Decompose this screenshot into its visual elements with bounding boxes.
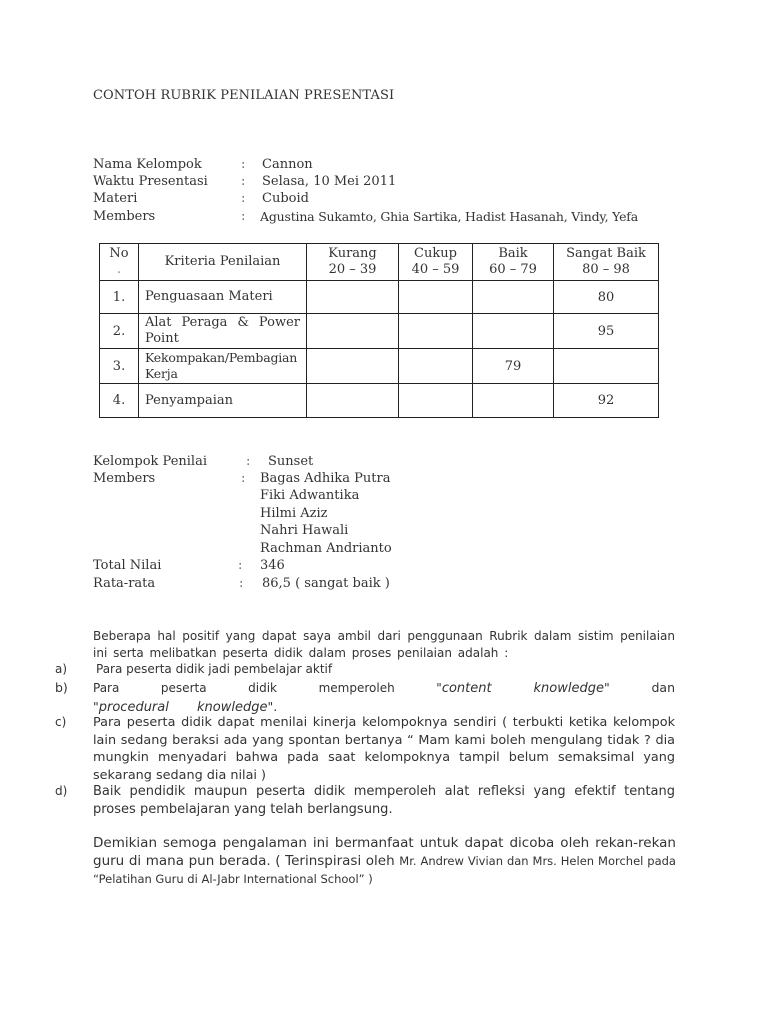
- list-item-b: [55, 679, 675, 717]
- header-cukup-label: Cukup: [414, 246, 457, 261]
- evaluator-member: Fiki Adwantika: [260, 488, 360, 503]
- evaluator-group-value: Sunset: [268, 454, 314, 469]
- info-value: Cuboid: [262, 191, 309, 206]
- header-kurang: [307, 244, 399, 281]
- cell-kurang: [307, 314, 399, 349]
- average-label: Rata-rata: [93, 576, 156, 591]
- table-row: [100, 314, 659, 349]
- header-sangat-baik-range: 80 – 98: [582, 262, 630, 277]
- list-text-mid: " dan ": [93, 680, 675, 714]
- evaluator-member: Bagas Adhika Putra: [260, 471, 391, 486]
- info-label: Waktu Presentasi: [93, 174, 208, 189]
- list-label: b): [55, 680, 68, 695]
- evaluator-row-member: [93, 522, 493, 539]
- evaluator-row-group: [93, 453, 493, 470]
- list-text-emphasis: content knowledge: [441, 681, 604, 696]
- info-label: Materi: [93, 191, 138, 206]
- list-text: [93, 679, 675, 717]
- evaluator-member: Nahri Hawali: [260, 523, 349, 538]
- evaluator-group-label: Kelompok Penilai: [93, 454, 207, 469]
- evaluator-member: Hilmi Aziz: [260, 506, 328, 521]
- evaluator-row-members: [93, 470, 493, 487]
- header-cukup-range: 40 – 59: [411, 262, 460, 277]
- table-row: [100, 281, 659, 314]
- list-label: d): [55, 784, 68, 798]
- info-value: Agustina Sukamto, Ghia Sartika, Hadist Hasanah, Vindy, Yefa: [260, 209, 638, 224]
- average-value: 86,5 ( sangat baik ): [262, 576, 390, 591]
- header-no-dot: .: [116, 262, 122, 277]
- list-text-emphasis: procedural knowledge: [98, 700, 268, 715]
- cell-sangat-baik: 92: [554, 384, 659, 418]
- info-label: Members: [93, 209, 156, 224]
- info-row-members: [93, 208, 693, 225]
- info-row-nama-kelompok: [93, 156, 693, 173]
- closing-text: Demikian semoga pengalaman ini bermanfaat untuk dapat dicoba oleh rekan-rekan guru di mana pun berada. ( Terinspirasi oleh: [93, 835, 676, 869]
- header-sangat-baik: [554, 244, 659, 281]
- info-row-materi: [93, 190, 693, 207]
- cell-kurang: [307, 349, 399, 384]
- list-item-d: [55, 783, 675, 818]
- header-baik-label: Baik: [498, 246, 528, 261]
- table-header-row: [100, 244, 659, 281]
- info-separator: :: [241, 191, 246, 206]
- cell-cukup: [399, 349, 473, 384]
- cell-sangat-baik: 95: [554, 314, 659, 349]
- table-row: [100, 384, 659, 418]
- cell-kurang: [307, 281, 399, 314]
- cell-no: 1.: [100, 281, 139, 314]
- cell-no: 3.: [100, 349, 139, 384]
- header-criteria: Kriteria Penilaian: [139, 244, 307, 281]
- reflection-intro: Beberapa hal positif yang dapat saya ambil dari penggunaan Rubrik dalam sistim penilaian ini serta melibatkan peserta didik dalam proses penilaian adalah :: [93, 629, 675, 661]
- cell-sangat-baik: [554, 349, 659, 384]
- cell-baik: [473, 384, 554, 418]
- info-separator: :: [238, 558, 243, 573]
- header-sangat-baik-label: Sangat Baik: [566, 246, 646, 261]
- info-label: Nama Kelompok: [93, 157, 202, 172]
- list-text: Para peserta didik jadi pembelajar aktif: [96, 662, 333, 676]
- info-separator: :: [246, 454, 251, 469]
- closing-credit: Mr. Andrew Vivian dan Mrs. Helen Morchel pada “Pelatihan Guru di Al-Jabr International School” ): [93, 854, 676, 886]
- cell-cukup: [399, 384, 473, 418]
- list-text-post: ".: [267, 699, 278, 714]
- document-title: CONTOH RUBRIK PENILAIAN PRESENTASI: [93, 88, 395, 103]
- list-label: a): [55, 662, 68, 676]
- cell-sangat-baik: 80: [554, 281, 659, 314]
- list-item-a: [55, 661, 675, 679]
- header-no-label: No: [109, 246, 129, 261]
- list-label: c): [55, 715, 67, 729]
- table-row: [100, 349, 659, 384]
- evaluator-row-member: [93, 540, 493, 557]
- header-baik-range: 60 – 79: [489, 262, 537, 277]
- evaluator-row-member: [93, 487, 493, 504]
- info-separator: :: [241, 471, 246, 486]
- cell-no: 4.: [100, 384, 139, 418]
- info-separator: :: [241, 157, 246, 172]
- evaluator-row-member: [93, 505, 493, 522]
- info-value: Selasa, 10 Mei 2011: [262, 174, 397, 189]
- cell-kurang: [307, 384, 399, 418]
- header-baik: [473, 244, 554, 281]
- list-text-pre: Para peserta didik memperoleh ": [93, 681, 442, 695]
- list-item-c: [55, 714, 675, 784]
- header-cukup: [399, 244, 473, 281]
- cell-baik: [473, 281, 554, 314]
- info-separator: :: [241, 209, 246, 224]
- cell-baik: 79: [473, 349, 554, 384]
- cell-criteria: Kekompakan/Pembagian Kerja: [139, 349, 307, 384]
- cell-criteria: Alat Peraga & Power Point: [139, 314, 307, 349]
- closing-paragraph: [93, 834, 676, 888]
- total-value: 346: [260, 558, 285, 573]
- list-text: Para peserta didik dapat menilai kinerja kelompoknya sendiri ( terbukti ketika kelompok lain sedang beraksi ada yang spontan bertanya “ Mam kami boleh mengulang tidak ? dia mungkin menyadari bahwa pada saat kelompoknya tampil belum semaksimal yang sekarang sedang dia nilai ): [93, 715, 675, 783]
- cell-criteria: Penguasaan Materi: [139, 281, 307, 314]
- evaluator-row-average: [93, 575, 493, 592]
- cell-cukup: [399, 281, 473, 314]
- cell-baik: [473, 314, 554, 349]
- cell-cukup: [399, 314, 473, 349]
- cell-no: 2.: [100, 314, 139, 349]
- info-separator: :: [241, 174, 246, 189]
- rubric-table: [99, 243, 659, 418]
- header-no: [100, 244, 139, 281]
- cell-criteria: Penyampaian: [139, 384, 307, 418]
- header-kurang-label: Kurang: [328, 246, 377, 261]
- evaluator-row-total: [93, 557, 493, 574]
- evaluator-members-label: Members: [93, 471, 156, 486]
- header-kurang-range: 20 – 39: [328, 262, 377, 277]
- list-text: Baik pendidik maupun peserta didik memperoleh alat refleksi yang efektif tentang proses pembelajaran yang telah berlangsung.: [93, 784, 675, 817]
- evaluator-member: Rachman Andrianto: [260, 541, 392, 556]
- info-separator: :: [239, 576, 244, 591]
- info-row-waktu-presentasi: [93, 173, 693, 190]
- total-label: Total Nilai: [93, 558, 162, 573]
- info-value: Cannon: [262, 157, 313, 172]
